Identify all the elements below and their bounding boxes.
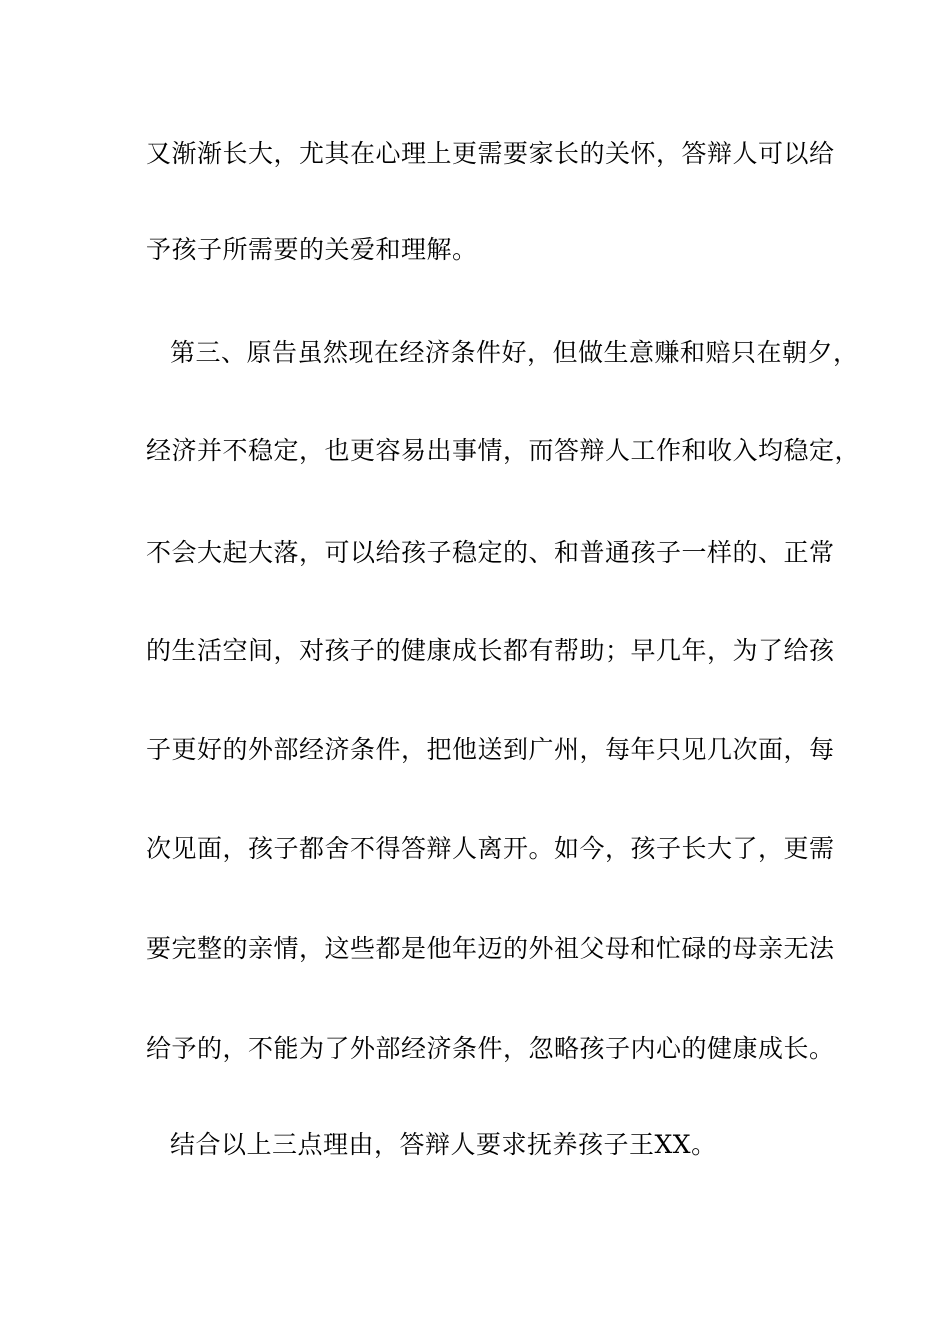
- paragraph-line: 予孩子所需要的关爱和理解。: [146, 235, 478, 264]
- paragraph-line: 的生活空间，对孩子的健康成长都有帮助；早几年，为了给孩: [146, 636, 835, 665]
- paragraph-line: 要完整的亲情，这些都是他年迈的外祖父母和忙碌的母亲无法: [146, 934, 835, 963]
- paragraph-line: 子更好的外部经济条件，把他送到广州，每年只见几次面，每: [146, 735, 835, 764]
- paragraph-line: 第三、原告虽然现在经济条件好，但做生意赚和赔只在朝夕，: [170, 338, 859, 367]
- paragraph-line: 不会大起大落，可以给孩子稳定的、和普通孩子一样的、正常: [146, 538, 835, 567]
- paragraph-line: 次见面，孩子都舍不得答辩人离开。如今，孩子长大了，更需: [146, 834, 835, 863]
- paragraph-line: 又渐渐长大，尤其在心理上更需要家长的关怀，答辩人可以给: [146, 139, 835, 168]
- paragraph-line: 经济并不稳定，也更容易出事情，而答辩人工作和收入均稳定，: [146, 436, 861, 465]
- paragraph-line: 给予的，不能为了外部经济条件，忽略孩子内心的健康成长。: [146, 1034, 835, 1063]
- paragraph-line: 结合以上三点理由，答辩人要求抚养孩子王XX。: [170, 1130, 717, 1159]
